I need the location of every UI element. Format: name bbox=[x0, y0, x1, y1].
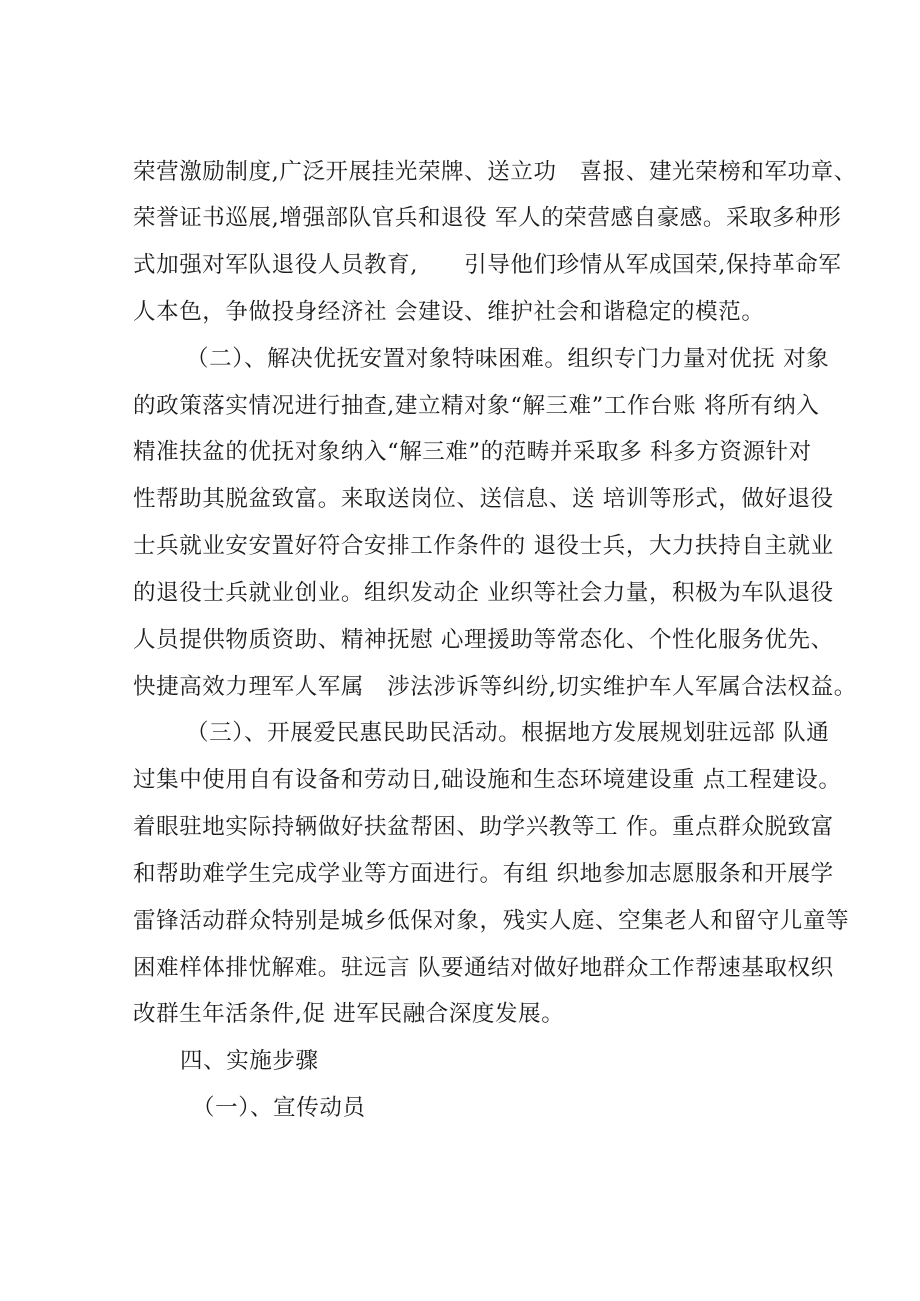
text-line-5: （二）、解决优抚安置对象特味困难。组织专门力量对优抚 对象 bbox=[186, 346, 830, 372]
text-line-11: 人员提供物质资助、精神抚慰 心理援助等常态化、个性化服务优先、 bbox=[133, 627, 834, 653]
text-line-17: 雷锋活动群众特别是城乡低保对象，残实人庭、空集老人和留守儿童等 bbox=[133, 908, 850, 934]
text-line-1: 荣营激励制度,广泛开展挂光荣牌、送立功 喜报、建光荣榜和军功章、 bbox=[133, 159, 857, 185]
text-line-16: 和帮助难学生完成学业等方面进行。有组 织地参加志愿服条和开展学 bbox=[133, 861, 834, 887]
text-line-19: 改群生年活条件,促 进军民融合深度发展。 bbox=[133, 1001, 565, 1027]
text-line-15: 着眼驻地实际持辆做好扶盆帮困、助学兴教等工 作。重点群众脱致富 bbox=[133, 814, 834, 840]
text-line-2: 荣誉证书巡展,增强部队官兵和退役 军人的荣营感自豪感。采取多种形 bbox=[133, 205, 842, 231]
text-line-8: 性帮助其脱盆致富。来取送岗位、送信息、送 培训等形式，做好退役 bbox=[133, 486, 834, 512]
text-line-4: 人本色，争做投身经济社 会建设、维护社会和谐稳定的模范。 bbox=[133, 299, 765, 325]
text-line-13: （三）、开展爱民惠民助民活动。根据地方发展规划驻远部 队通 bbox=[186, 720, 830, 746]
text-line-12: 快捷高效力理军人军属 涉法涉诉等纠纷,切实维护车人军属合法权益。 bbox=[133, 674, 857, 700]
text-line-14: 过集中使用自有设备和劳动日,础设施和生态环境建设重 点工程建设。 bbox=[133, 767, 842, 793]
text-line-10: 的退役士兵就业创业。组织发动企 业织等社会力量，积极为车队退役 bbox=[133, 580, 834, 606]
section-heading: 四、实施步骤 bbox=[180, 1048, 319, 1074]
text-line-9: 士兵就业安安置好符合安排工作条件的 退役士兵，大力扶持自主就业 bbox=[133, 533, 834, 559]
text-line-7: 精准扶盆的优抚对象纳入“解三难”的范畴并采取多 科多方资源针对 bbox=[133, 439, 812, 465]
text-line-3: 式加强对军队退役人员教育, 引导他们珍情从军成国荣,保持革命军 bbox=[133, 252, 842, 278]
text-line-18: 困难样体排忧解难。驻远言 队要通结对做好地群众工作帮速基取权织 bbox=[133, 955, 834, 981]
subsection-heading: （一）、宣传动员 bbox=[192, 1095, 366, 1121]
text-line-6: 的政策落实情况进行抽查,建立精对象“解三难”工作台账 将所有纳入 bbox=[133, 393, 820, 419]
